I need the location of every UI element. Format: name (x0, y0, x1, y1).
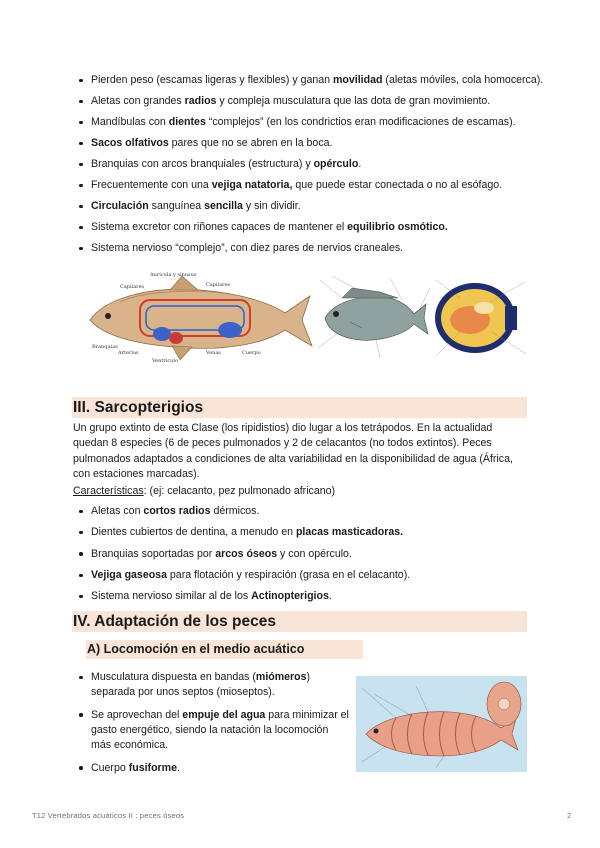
list-item: Frecuentemente con una vejiga natatoria, que puede estar conectada o no al esófago. (74, 178, 544, 193)
list-item: Sistema excretor con riñones capaces de mantener el equilibrio osmótico. (74, 220, 544, 235)
fish-figures (80, 268, 530, 368)
list-item: Sistema nervioso “complejo”, con diez pares de nervios craneales. (74, 241, 544, 256)
list-item: Aletas con cortos radios dérmicos. (74, 504, 534, 519)
list-item: Aletas con grandes radios y compleja musculatura que las dota de gran movimiento. (74, 94, 544, 109)
footer-title: T12 Vertebrados acuáticos II : peces óseos (32, 811, 185, 820)
figure-label: Aurícula y sinusus (150, 272, 197, 278)
list-item: Branquias con arcos branquiales (estructura) y opérculo. (74, 157, 544, 172)
list-item: Branquias soportadas por arcos óseos y con opérculo. (74, 547, 534, 562)
subsection-heading: A) Locomoción en el medio acuático (86, 640, 363, 659)
section-intro-paragraph: Un grupo extinto de esta Clase (los ripidistios) dio lugar a los tetrápodos. En la actualidad quedan 8 especies (6 de peces pulmonados y 2 de celacantos (no todos extintos). Peces pulmonados adaptados a condiciones de alta variabilidad en la disponibilidad de agua (África, con estaciones marcadas). (73, 422, 513, 481)
characteristics-line: Características: (ej: celacanto, pez pulmonado africano) (73, 485, 336, 497)
fish-external-anatomy-figure (318, 276, 430, 358)
list-item: Dientes cubiertos de dentina, a menudo en placas masticadoras. (74, 525, 534, 540)
traits-list (74, 73, 544, 262)
figure-label: Capilares (120, 284, 145, 290)
fish-internal-anatomy-figure (435, 280, 526, 356)
fish-circulation-figure (90, 271, 312, 364)
list-item: Mandíbulas con dientes “complejos” (en los condrictios eran modificaciones de escamas). (74, 115, 544, 130)
list-item: Circulación sanguínea sencilla y sin dividir. (74, 199, 544, 214)
figure-label: Cuerpo (242, 350, 261, 356)
list-item: Musculatura dispuesta en bandas (miómeros) separada por unos septos (mioseptos). (74, 670, 349, 701)
fish-musculature-figure (356, 676, 527, 772)
figure-label: Arterias (118, 350, 139, 356)
section-heading: III. Sarcopterigios (72, 397, 527, 418)
locomotion-list (74, 670, 349, 783)
list-item: Pierden peso (escamas ligeras y flexibles) y ganan movilidad (aletas móviles, cola homocerca). (74, 73, 544, 88)
list-item: Se aprovechan del empuje del agua para minimizar el gasto energético, siendo la natación la locomoción más económica. (74, 708, 349, 754)
list-item: Vejiga gaseosa para flotación y respiración (grasa en el celacanto). (74, 568, 534, 583)
page-number: 2 (567, 811, 572, 820)
sarcopterygii-traits-list (74, 504, 534, 611)
list-item: Cuerpo fusiforme. (74, 761, 349, 776)
figure-label: Branquias (92, 344, 118, 350)
section-heading: IV. Adaptación de los peces (72, 611, 527, 632)
figure-label: Capilares (206, 282, 231, 288)
list-item: Sacos olfativos pares que no se abren en la boca. (74, 136, 544, 151)
figure-label: Venas (206, 350, 221, 356)
list-item: Sistema nervioso similar al de los Actinopterigios. (74, 589, 534, 604)
figure-label: Ventrículo (152, 358, 178, 364)
